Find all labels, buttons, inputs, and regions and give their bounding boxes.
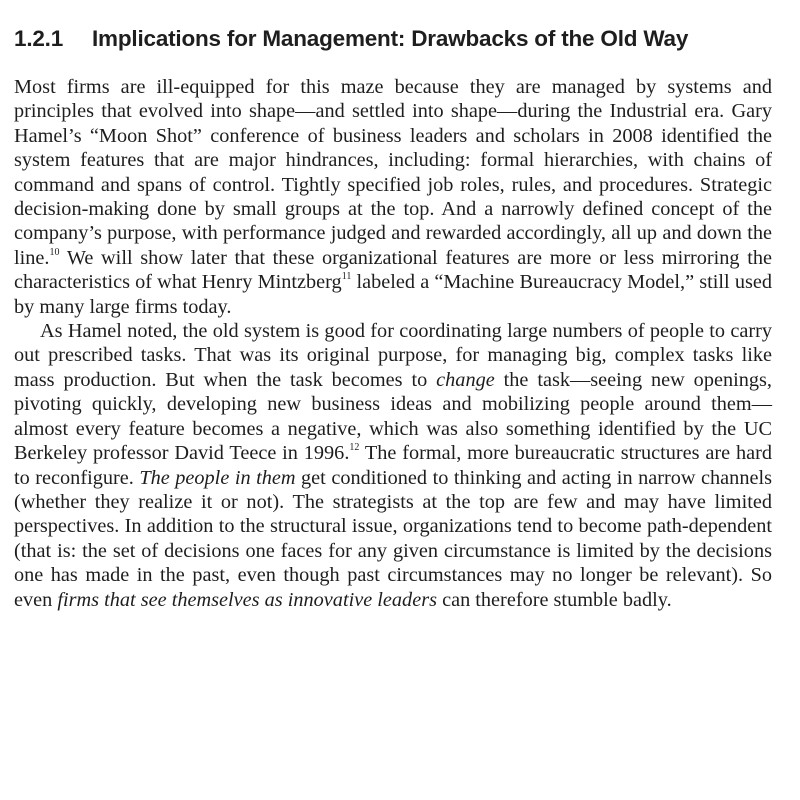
paragraph-2-italic-people: The people in them xyxy=(139,466,296,489)
section-heading xyxy=(14,24,772,54)
footnote-ref-11: 11 xyxy=(341,271,352,283)
paragraph-1-text-c: labeled a “Machine Bureaucracy Model,” still used by many large firms today. xyxy=(14,271,772,318)
section-title: Implications for Management: Drawbacks of the Old Way xyxy=(92,26,689,51)
paragraph-1-text-a: Most firms are ill-equipped for this maze because they are managed by systems and principles that evolved into shape—and settled into shape—during the Industrial era. Gary Hamel’s “Moon Shot” conference of business leaders and scholars in 2008 identified the system features that are major hindrances, including: formal hierarchies, with chains of command and spans of control. Tightly specified job roles, rules, and procedures. Strategic decision-making done by small groups at the top. And a narrowly defined concept of the company’s purpose, with performance judged and rewarded accordingly, all up and down the line. xyxy=(14,76,772,269)
paragraph-2-text-b: the task—seeing new openings, pivoting quickly, developing new business ideas and mobilizing people around them—almost every feature becomes a negative, which was also something identified by the UC Berkeley professor David Teece in 1996. xyxy=(14,368,772,465)
footnote-ref-10: 10 xyxy=(49,246,60,258)
paragraph-2-text-d: get conditioned to thinking and acting in narrow channels (whether they realize it or not). The strategists at the top are few and may have limited perspectives. In addition to the structural issue, organizations tend to become path-dependent (that is: the set of decisions one faces for any given circumstance is limited by the decisions one has made in the past, even though past circumstances may no longer be relevant). So even xyxy=(14,466,772,611)
document-page xyxy=(14,24,772,612)
paragraph-2-text-e: can therefore stumble badly. xyxy=(437,588,672,611)
paragraph-1 xyxy=(14,75,772,319)
footnote-ref-12: 12 xyxy=(349,442,360,454)
section-number: 1.2.1 xyxy=(14,26,64,51)
paragraph-2-text-c: The formal, more bureaucratic structures are hard to reconfigure. xyxy=(14,442,772,489)
paragraph-2 xyxy=(14,319,772,612)
paragraph-2-text-a: As Hamel noted, the old system is good for coordinating large numbers of people to carry out prescribed tasks. That was its original purpose, for managing big, complex tasks like mass production. But when the task becomes to xyxy=(14,320,772,391)
paragraph-2-italic-change: change xyxy=(436,368,495,391)
paragraph-1-text-b: We will show later that these organizational features are more or less mirroring the characteristics of what Henry Mintzberg xyxy=(14,246,772,294)
paragraph-2-italic-firms: firms that see themselves as innovative leaders xyxy=(57,588,437,611)
